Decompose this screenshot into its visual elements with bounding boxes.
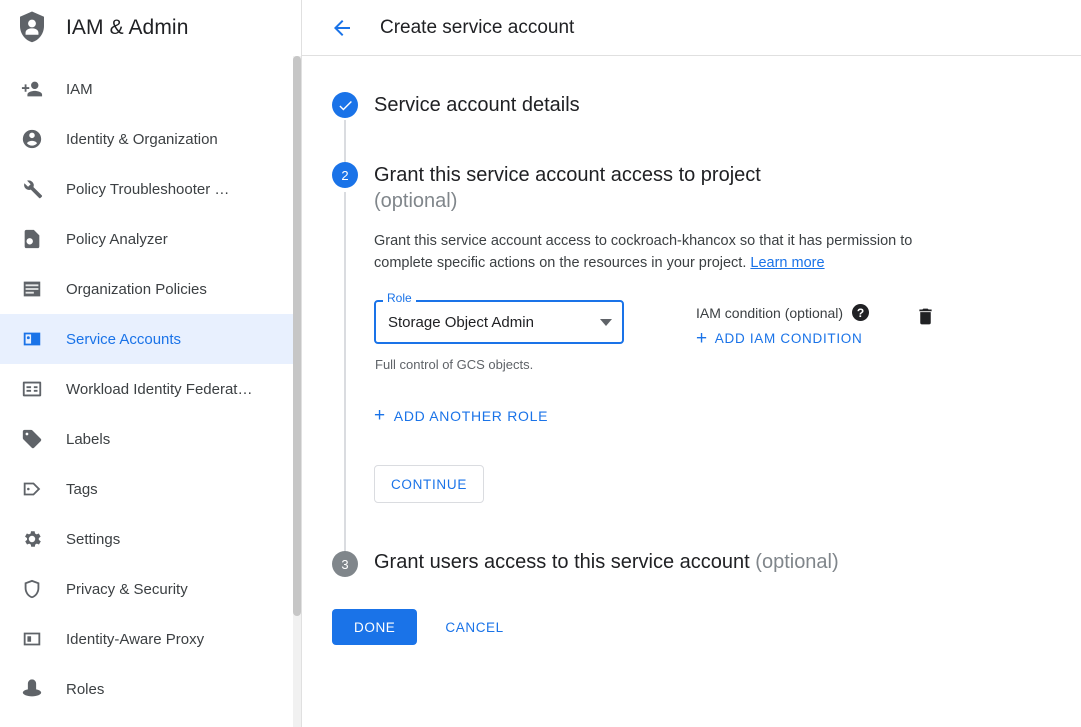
- gear-icon: [20, 527, 44, 551]
- sidebar-item-settings[interactable]: [0, 514, 301, 564]
- wizard-content: [302, 56, 1081, 645]
- trash-icon[interactable]: [915, 306, 936, 332]
- step-2-title: [374, 162, 1081, 214]
- step-2-title-text: Grant this service account access to project: [374, 164, 761, 186]
- sidebar-item-label: Identity-Aware Proxy: [66, 630, 205, 648]
- sidebar-header: [0, 0, 301, 56]
- sidebar-item-identity-aware-proxy[interactable]: [0, 614, 301, 664]
- step-3-title: [374, 549, 1081, 575]
- badge-key-icon: [20, 327, 44, 351]
- sidebar-item-workload-identity-federation[interactable]: [0, 364, 301, 414]
- step-2-badge: 2: [332, 162, 358, 188]
- sidebar-item-label: IAM: [66, 80, 93, 98]
- wizard-step-2: [332, 162, 1081, 503]
- role-label: Role: [383, 291, 416, 305]
- role-selected-value: Storage Object Admin: [388, 313, 534, 331]
- person-add-icon: [20, 77, 44, 101]
- iam-condition-label: IAM condition (optional): [696, 304, 844, 321]
- document-search-icon: [20, 227, 44, 251]
- role-select[interactable]: [374, 300, 624, 344]
- footer-buttons: [332, 609, 1081, 645]
- role-field: [374, 291, 624, 372]
- role-row: [374, 291, 1081, 372]
- step-3-optional: (optional): [755, 551, 839, 573]
- main-header: [302, 0, 1081, 56]
- sidebar-item-label: Organization Policies: [66, 280, 207, 298]
- sidebar-title: IAM & Admin: [66, 16, 189, 39]
- hat-icon: [20, 677, 44, 701]
- tag-outline-icon: [20, 477, 44, 501]
- sidebar: [0, 0, 302, 727]
- sidebar-item-label: Workload Identity Federat…: [66, 380, 253, 398]
- cancel-button[interactable]: CANCEL: [429, 609, 519, 645]
- sidebar-item-label: Settings: [66, 530, 121, 548]
- step-1-title: Service account details: [374, 94, 580, 116]
- sidebar-scrollbar-thumb[interactable]: [293, 56, 301, 616]
- sidebar-item-privacy-security[interactable]: [0, 564, 301, 614]
- sidebar-item-label: Policy Troubleshooter …: [66, 180, 230, 198]
- iam-condition-header: [696, 304, 869, 321]
- plus-icon: +: [696, 328, 708, 349]
- sidebar-item-label: Tags: [66, 480, 98, 498]
- sidebar-item-tags[interactable]: [0, 464, 301, 514]
- wizard-step-1: [332, 92, 1081, 118]
- shield-person-icon: [14, 10, 50, 46]
- sidebar-item-iam[interactable]: [0, 64, 301, 114]
- add-another-role-label: ADD ANOTHER ROLE: [393, 407, 549, 424]
- sidebar-item-service-accounts[interactable]: [0, 314, 301, 364]
- list-document-icon: [20, 277, 44, 301]
- sidebar-item-label: Labels: [66, 430, 111, 448]
- step-2-optional: (optional): [374, 190, 458, 212]
- account-circle-icon: [20, 127, 44, 151]
- sidebar-item-label: Privacy & Security: [66, 580, 188, 598]
- continue-button[interactable]: CONTINUE: [374, 465, 484, 503]
- sidebar-item-policy-troubleshooter[interactable]: [0, 164, 301, 214]
- sidebar-scrollbar[interactable]: [293, 56, 301, 727]
- add-iam-condition-label: ADD IAM CONDITION: [714, 331, 863, 346]
- sidebar-item-label: Service Accounts: [66, 330, 182, 348]
- step-3-title-text: Grant users access to this service account: [374, 551, 750, 573]
- step-connector: [344, 192, 346, 570]
- chevron-down-icon: [600, 319, 612, 326]
- sidebar-item-label: Roles: [66, 680, 105, 698]
- sidebar-item-identity-organization[interactable]: [0, 114, 301, 164]
- add-iam-condition-button[interactable]: [696, 329, 869, 348]
- wrench-icon: [20, 177, 44, 201]
- id-card-icon: [20, 377, 44, 401]
- wizard-step-3: [332, 549, 1081, 575]
- help-icon[interactable]: ?: [852, 304, 869, 321]
- sidebar-item-label: Policy Analyzer: [66, 230, 168, 248]
- done-button[interactable]: DONE: [332, 609, 417, 645]
- proxy-icon: [20, 627, 44, 651]
- sidebar-item-policy-analyzer[interactable]: [0, 214, 301, 264]
- step-3-badge: 3: [332, 551, 358, 577]
- add-another-role-button[interactable]: [374, 406, 548, 425]
- sidebar-item-label: Identity & Organization: [66, 130, 218, 148]
- sidebar-item-roles[interactable]: [0, 664, 301, 714]
- learn-more-link[interactable]: Learn more: [750, 255, 825, 271]
- role-help-text: Full control of GCS objects.: [375, 357, 534, 372]
- sidebar-item-organization-policies[interactable]: [0, 264, 301, 314]
- iam-condition-block: [696, 300, 869, 348]
- check-icon: [332, 92, 358, 118]
- sidebar-item-labels[interactable]: [0, 414, 301, 464]
- arrow-back-icon[interactable]: [330, 16, 354, 40]
- page-title: Create service account: [380, 16, 575, 38]
- sidebar-nav: [0, 56, 301, 714]
- step-2-description-text: Grant this service account access to cockroach-khancox so that it has permission to complete specific actions on the resources in your project.: [374, 233, 913, 271]
- main-panel: [302, 0, 1081, 727]
- shield-check-icon: [20, 577, 44, 601]
- step-connector: [344, 120, 346, 162]
- tag-icon: [20, 427, 44, 451]
- step-2-description: [374, 230, 974, 274]
- plus-icon: +: [374, 405, 386, 426]
